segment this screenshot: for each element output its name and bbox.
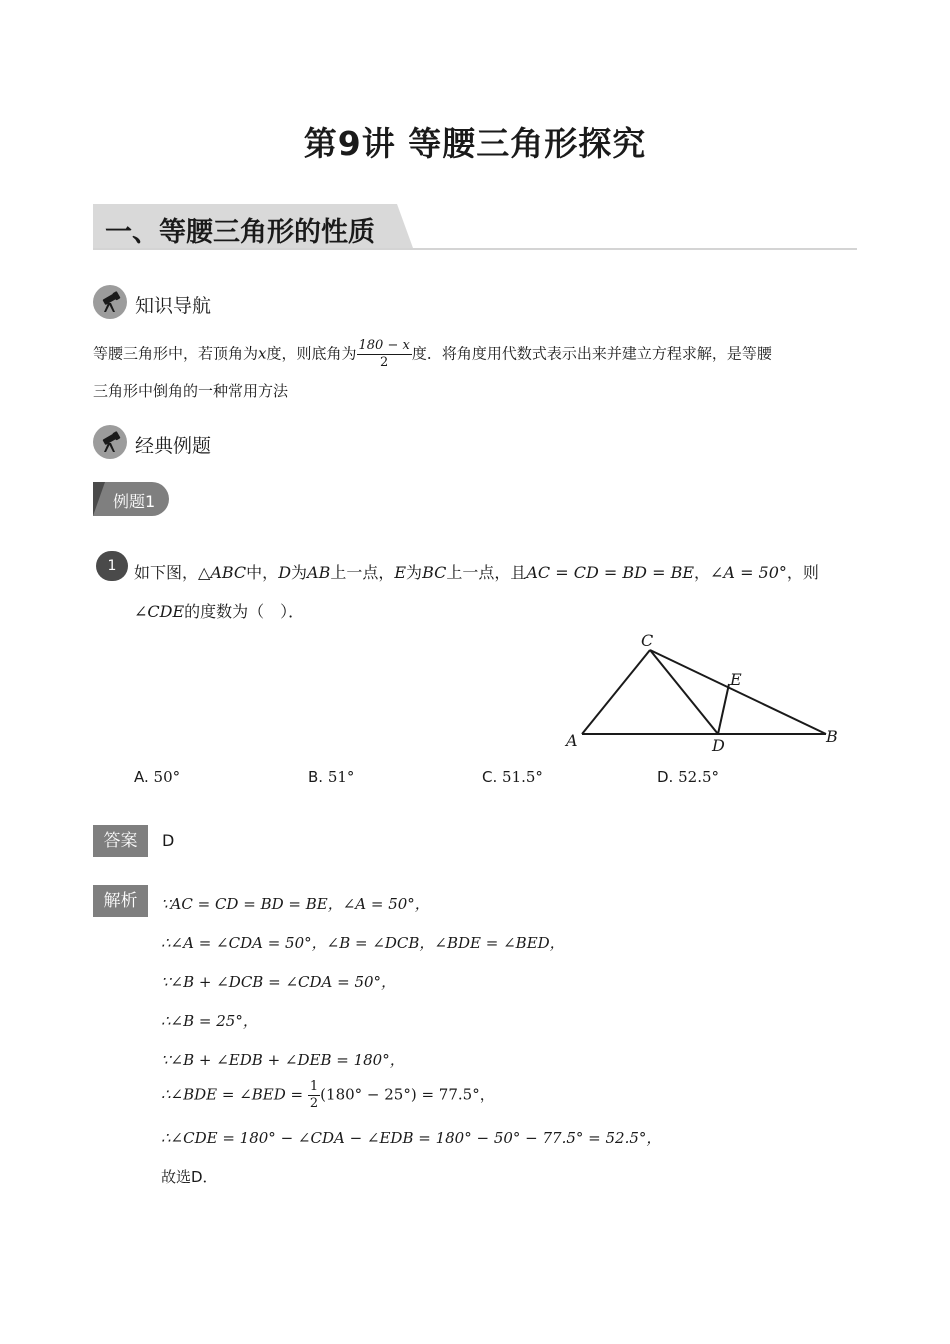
examples-heading: 经典例题: [135, 435, 212, 457]
fraction-half: $\frac{1}{2}$: [309, 1079, 319, 1111]
section-heading: 一、等腰三角形的性质: [105, 217, 375, 248]
segment-cd: [650, 650, 718, 734]
answer-tag: 答案: [93, 825, 148, 857]
label-b: B: [826, 727, 838, 746]
label-d: D: [712, 736, 725, 755]
choice-b: B. 51°: [308, 768, 355, 786]
question-line-2: ∠CDE的度数为（ ）．: [134, 602, 305, 621]
analysis-line-7: ∴∠CDE = 180° − ∠CDA − ∠EDB = 180° − 50° − 77.5° = 52.5°，: [161, 1129, 662, 1147]
analysis-line-5: ∵∠B + ∠EDB + ∠DEB = 180°，: [161, 1051, 405, 1069]
analysis-tag: 解析: [93, 885, 148, 917]
example-tag: 例题1: [93, 482, 169, 516]
segment-cb: [650, 650, 826, 734]
segment-ac: [582, 650, 650, 734]
label-e: E: [730, 670, 742, 689]
answer-value: D: [162, 831, 175, 850]
label-a: A: [566, 731, 578, 750]
question-number: 1: [96, 551, 128, 581]
telescope-icon: [93, 285, 127, 319]
analysis-line-4: ∴∠B = 25°，: [161, 1012, 258, 1030]
label-c: C: [641, 631, 654, 650]
analysis-line-8: 故选D．: [161, 1168, 218, 1186]
section-banner: [93, 204, 857, 250]
page-title: 第9讲 等腰三角形探究: [303, 124, 647, 163]
triangle-figure: [560, 628, 850, 758]
question-line-1: 如下图，△ABC中，D为AB上一点，E为BC上一点，且AC = CD = BD = BE，∠A = 50°，则: [134, 563, 819, 582]
choice-a: A. 50°: [134, 768, 181, 786]
fraction: $\frac{180 - x}{2}$: [358, 338, 410, 370]
analysis-line-3: ∵∠B + ∠DCB = ∠CDA = 50°，: [161, 973, 397, 991]
analysis-line-2: ∴∠A = ∠CDA = 50°，∠B = ∠DCB，∠BDE = ∠BED，: [161, 934, 565, 952]
analysis-line-1: ∵AC = CD = BD = BE，∠A = 50°，: [161, 895, 430, 913]
choice-c: C. 51.5°: [482, 768, 543, 786]
segment-de: [718, 684, 729, 734]
knowledge-paragraph-line2: 三角形中倒角的一种常用方法: [93, 382, 289, 400]
knowledge-paragraph: 等腰三角形中，若顶角为x度，则底角为 $\frac{180 - x}{2}$ 度．将角度用代数式表示出来并建立方程求解，是等腰: [93, 338, 772, 370]
knowledge-heading: 知识导航: [135, 295, 212, 317]
analysis-line-6: ∴∠BDE = ∠BED = $\frac{1}{2}$ (180° − 25°) = 77.5°，: [161, 1079, 495, 1111]
choice-d: D. 52.5°: [657, 768, 720, 786]
telescope-icon: [93, 425, 127, 459]
